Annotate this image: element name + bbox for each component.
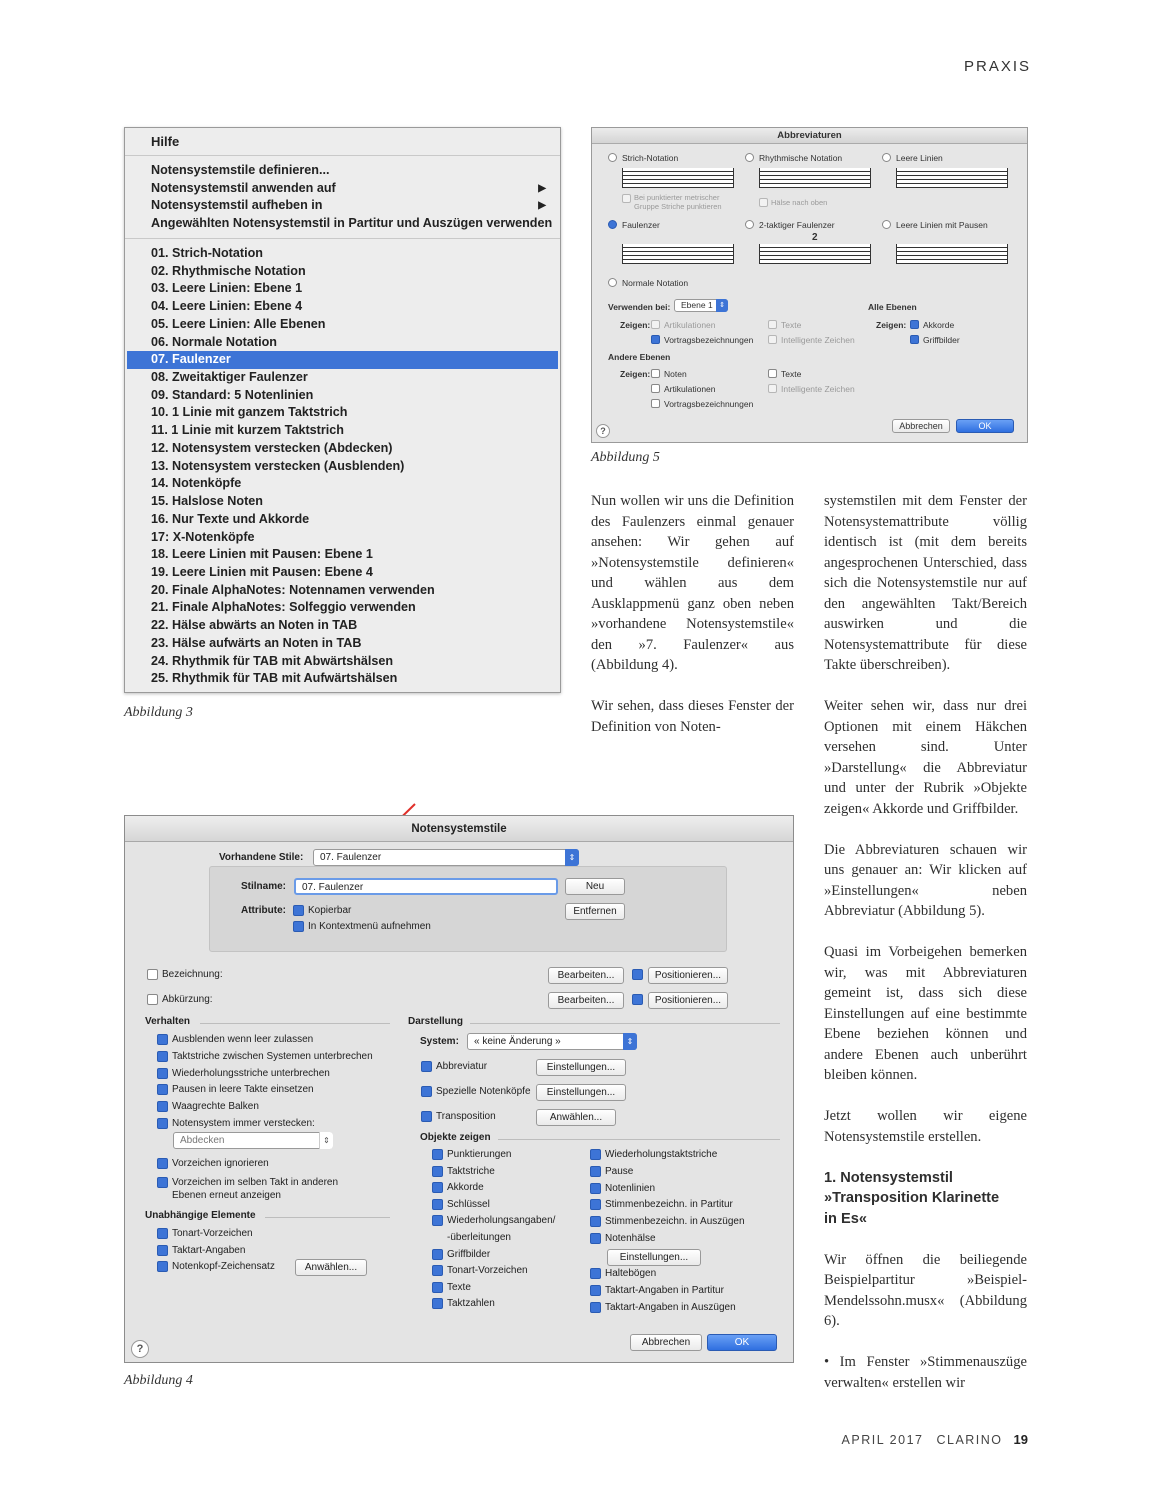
checkbox-texte-dim[interactable] [768,320,777,329]
checkbox-artikulationen-2[interactable] [651,384,660,393]
label-noten: Noten [664,369,687,379]
checkbox-abkuerzung[interactable] [147,994,158,1005]
checkbox[interactable] [432,1166,443,1177]
two-bar-number: 2 [812,232,818,243]
footer-magazine: CLARINO [936,1433,1003,1447]
staff-preview-leere-pausen [896,244,1008,264]
checkbox-label: Stimmenbezeichn. in Auszügen [605,1216,745,1228]
ok-button[interactable]: OK [707,1334,777,1351]
checkbox-noten[interactable] [651,369,660,378]
checkbox[interactable] [432,1199,443,1210]
label-griffbilder: Griffbilder [923,335,960,345]
label-haelse-oben: Hälse nach oben [771,198,828,207]
checkbox-label: Notensystem immer verstecken: [172,1118,315,1129]
menu-item-style[interactable]: 25. Rhythmik für TAB mit Aufwärtshälsen [151,671,398,686]
menu-item-style[interactable]: 21. Finale AlphaNotes: Solfeggio verwenden [151,600,416,615]
paragraph: Wir sehen, dass dieses Fenster der Definition von Noten- [591,698,794,735]
checkbox[interactable] [157,1084,168,1095]
divider [265,1217,390,1218]
paragraph: Die Abbreviaturen schauen wir uns genauer an: Wir klicken auf »Einstellungen« neben Abbreviatur (Abbildung 5). [824,841,1027,919]
section-darstellung: Darstellung [408,1016,464,1027]
label-vorzeichen-ign: Vorzeichen ignorieren [172,1158,269,1169]
submenu-arrow-icon: ▶ [538,182,546,194]
radio-2-taktig[interactable] [745,220,754,229]
caption-figure-3: Abbildung 3 [124,705,193,720]
dialog-title: Notensystemstile [125,816,793,842]
section-heading: 1. Notensystemstil »Transposition Klarinette in Es« [824,1169,1000,1227]
checkbox-label: Stimmenbezeichn. in Partitur [605,1199,733,1211]
system-select[interactable]: « keine Änderung » ⇕ [467,1033,637,1050]
checkbox-label: Pause [605,1165,634,1177]
menu-item-style[interactable]: 12. Notensystem verstecken (Abdecken) [151,440,393,455]
checkbox[interactable] [157,1101,168,1112]
checkbox[interactable] [590,1166,601,1177]
menu-item-style[interactable]: 03. Leere Linien: Ebene 1 [151,281,303,296]
cancel-button[interactable]: Abbrechen [892,419,950,433]
label-vorzeichen-1: Vorzeichen im selben Takt in anderen [172,1177,339,1188]
checkbox[interactable] [157,1068,168,1079]
checkbox-label: Haltebögen [605,1268,657,1279]
menu-item-style[interactable]: 16. Nur Texte und Akkorde [151,511,310,526]
checkbox-kontext[interactable] [293,921,304,932]
vorhandene-select[interactable]: 07. Faulenzer ⇕ [313,849,579,866]
menu-item-style[interactable]: 11. 1 Linie mit kurzem Taktstrich [151,423,344,438]
label-punktieren-2: Gruppe Striche punktieren [634,202,722,211]
checkbox-pos-1[interactable] [632,969,643,980]
staff-preview-strich [622,168,734,188]
checkbox[interactable] [157,1118,168,1129]
checkbox[interactable] [590,1268,601,1279]
bearbeiten-button-1[interactable]: Bearbeiten... [548,967,624,984]
checkbox[interactable] [590,1183,601,1194]
label-akkorde: Akkorde [923,320,955,330]
menu-item-style[interactable]: 14. Notenköpfe [151,476,242,491]
checkbox-griffbilder[interactable] [910,335,919,344]
divider [200,1023,390,1024]
ebene-select[interactable]: Ebene 1 ⇕ [674,299,728,312]
checkbox-abbreviatur[interactable] [421,1061,432,1072]
staff-preview-faulenzer [622,244,734,264]
checkbox-label: -überleitungen [447,1232,511,1243]
checkbox-pos-2[interactable] [632,994,643,1005]
checkbox[interactable] [432,1249,443,1260]
checkbox-transposition[interactable] [421,1111,432,1122]
checkbox-label: Tonart-Vorzeichen [447,1265,528,1277]
checkbox[interactable] [432,1149,443,1160]
section-verhalten: Verhalten [145,1016,191,1027]
staff-preview-leere [896,168,1008,188]
checkbox[interactable] [590,1216,601,1227]
checkbox-label: Taktzahlen [447,1298,495,1310]
label-andere-ebenen: Andere Ebenen [608,352,671,362]
stepper-icon: ⇕ [716,299,728,312]
label-kopierbar: Kopierbar [308,905,352,916]
label-rhythmisch: Rhythmische Notation [759,153,843,163]
ok-button[interactable]: OK [956,419,1014,433]
label-vorhandene: Vorhandene Stile: [219,852,304,863]
checkbox-label: Akkorde [447,1182,484,1194]
paragraph: Wir öffnen die beiliegende Beispielpartitur »Beispiel-Mendelssohn.musx« (Abbildung 6). [824,1251,1027,1329]
menu-item-style[interactable]: 04. Leere Linien: Ebene 4 [151,299,303,314]
label-vortrag-2: Vortragsbezeichnungen [664,399,754,409]
cancel-button[interactable]: Abbrechen [630,1334,702,1351]
caption-figure-5: Abbildung 5 [591,450,660,465]
menu-item-style[interactable]: 01. Strich-Notation [151,246,263,260]
paragraph: Quasi im Vorbeigehen bemerken wir, was mit Abbreviaturen gemeint ist, dass sich diese Einstellungen auf eine bestimmte Ebene beziehen können und andere Ebenen auch unberührt bleiben können. [824,944,1027,1083]
label-vorzeichen-2: Ebenen erneut anzeigen [172,1190,281,1201]
label-texte-dim: Texte [781,320,802,330]
radio-leere-linien[interactable] [882,153,891,162]
label-attribute: Attribute: [241,905,286,916]
checkbox-label: Wiederholungstaktstriche [605,1149,718,1160]
checkbox[interactable] [432,1215,443,1226]
checkbox-punktieren[interactable] [622,194,631,203]
label-artikulationen: Artikulationen [664,320,716,330]
paragraph: systemstilen mit dem Fenster der Notensystemattribute völlig identisch ist (mit dem bereits angesprochenen Unterschied, dass sich die Notensystemstile nur auf den angewählten Takt/Bereich auswirken und die Notensystemattribute für diese Takte überschreiben). [824,493,1027,673]
section-unabhaengige: Unabhängige Elemente [145,1210,256,1221]
paragraph: Weiter sehen wir, dass nur drei Optionen mit einem Häkchen versehen sind. Unter »Darstellung« die Abbreviatur und unter der Rubrik »Objekte zeigen« Akkorde und Griffbilder. [824,698,1027,817]
label-system: System: [420,1036,459,1047]
stepper-icon: ⇕ [319,1132,333,1149]
help-button[interactable]: ? [596,424,610,438]
checkbox-label: Griffbilder [447,1248,491,1260]
label-transposition: Transposition [436,1111,496,1122]
checkbox[interactable] [157,1034,168,1045]
label-2-taktig: 2-taktiger Faulenzer [759,220,835,230]
label-notenkopf: Notenkopf-Zeichensatz [172,1261,275,1272]
checkbox-label: Wiederholungsstriche unterbrechen [172,1067,330,1079]
paragraph: • Im Fenster »Stimmenauszüge verwalten« erstellen wir [824,1354,1027,1391]
menu-item-style[interactable]: 02. Rhythmische Notation [151,263,306,278]
menu-item-style[interactable]: 24. Rhythmik für TAB mit Abwärtshälsen [151,653,394,668]
staff-preview-2-taktig [759,244,871,264]
label-normal: Normale Notation [622,278,689,288]
menu-item-style[interactable]: 06. Normale Notation [151,334,277,349]
menu-item-style[interactable]: 15. Halslose Noten [151,494,263,509]
menu-item-style[interactable]: 07. Faulenzer [127,351,558,369]
menu-title[interactable]: Hilfe [151,134,180,149]
checkbox-haelse-oben[interactable] [759,198,768,207]
checkbox[interactable] [590,1302,601,1313]
divider [470,1023,780,1024]
paragraph: Nun wollen wir uns die Definition des Faulenzers einmal genauer ansehen: Wir gehen auf »Notensystemstile definieren« und wählen aus dem Ausklappmenü ganz oben neben »vorhandene Notensystemstile« den »7. Faulenzer« aus (Abbildung 4). [591,493,794,673]
checkbox-label: Ausblenden wenn leer zulassen [172,1034,314,1045]
checkbox-label: Notenlinien [605,1182,656,1194]
label-kontext: In Kontextmenü aufnehmen [308,921,431,932]
label-bezeichnung: Bezeichnung: [162,969,223,980]
help-button[interactable]: ? [131,1340,149,1358]
label-leere-linien: Leere Linien [896,153,943,163]
menu-item-style[interactable]: 23. Hälse aufwärts an Noten in TAB [151,635,362,650]
menu-item-use-selected[interactable]: Angewählten Notensystemstil in Partitur und Auszügen verwenden [151,216,553,231]
label-zeigen-andere: Zeigen: [620,369,651,379]
label-vortrag: Vortragsbezeichnungen [664,335,754,345]
checkbox-label: Punktierungen [447,1149,512,1160]
checkbox[interactable] [590,1233,601,1244]
checkbox-label: Taktart-Angaben in Partitur [605,1285,724,1296]
page-number: 19 [1013,1432,1028,1447]
stepper-icon: ⇕ [565,849,579,866]
label-alle-ebenen: Alle Ebenen [868,302,917,312]
checkbox-label: Notenhälse [605,1233,656,1244]
einstellungen-button-2[interactable]: Einstellungen... [536,1084,626,1101]
checkbox-artikulationen[interactable] [651,320,660,329]
anwaehlen-button-2[interactable]: Anwählen... [536,1109,616,1126]
caption-figure-4: Abbildung 4 [124,1373,193,1388]
checkbox-label: Taktart-Angaben in Auszügen [605,1302,736,1313]
section-objekte: Objekte zeigen [420,1132,491,1143]
checkbox-vorzeichen[interactable] [157,1177,168,1188]
checkbox-taktart[interactable] [157,1245,168,1256]
checkbox-label: Taktstriche zwischen Systemen unterbrechen [172,1050,373,1062]
menu-item-style[interactable]: 18. Leere Linien mit Pausen: Ebene 1 [151,547,373,562]
radio-strich[interactable] [608,153,617,162]
menu-item-style[interactable]: 19. Leere Linien mit Pausen: Ebene 4 [151,564,373,579]
text-column-2 [824,491,1027,1414]
label-zeigen-alle: Zeigen: [876,320,907,330]
text-column-1 [591,491,794,758]
checkbox[interactable] [432,1282,443,1293]
checkbox-intelligente[interactable] [768,335,777,344]
label-abbreviatur: Abbreviatur [436,1061,488,1072]
menu-separator [125,238,560,239]
stepper-icon: ⇕ [623,1033,637,1050]
stilname-input[interactable]: 07. Faulenzer [294,878,558,895]
label-leere-pausen: Leere Linien mit Pausen [896,220,988,230]
einstellungen-button-3[interactable]: Einstellungen... [607,1249,701,1266]
radio-rhythmisch[interactable] [745,153,754,162]
footer-issue: APRIL 2017 [841,1433,924,1447]
label-intelligente-2: Intelligente Zeichen [781,384,855,394]
einstellungen-button-1[interactable]: Einstellungen... [536,1059,626,1076]
checkbox-label: Texte [447,1281,471,1293]
checkbox[interactable] [590,1199,601,1210]
dialog-title: Abbreviaturen [592,128,1027,144]
checkbox-label: Pausen in leere Takte einsetzen [172,1084,314,1096]
label-strich: Strich-Notation [622,153,679,163]
bearbeiten-button-2[interactable]: Bearbeiten... [548,992,624,1009]
checkbox[interactable] [590,1149,601,1160]
checkbox-label: Taktstriche [447,1165,495,1177]
menu-item-style[interactable]: 13. Notensystem verstecken (Ausblenden) [151,458,405,473]
checkbox-label: Schlüssel [447,1198,490,1210]
menu-item-remove[interactable]: Notensystemstil aufheben in ▶ [151,197,560,215]
label-abkuerzung: Abkürzung: [162,994,213,1005]
label-texte: Texte [781,369,802,379]
checkbox-notenkopf[interactable] [157,1261,168,1272]
checkbox[interactable] [432,1265,443,1276]
figure-3-menu [124,127,561,693]
section-header: PRAXIS [964,58,1032,75]
radio-normal[interactable] [608,278,617,287]
label-intelligente: Intelligente Zeichen [781,335,855,345]
checkbox-tonart[interactable] [157,1228,168,1239]
abdecken-select[interactable]: Abdecken ⇕ [173,1132,333,1149]
label-artikulationen-2: Artikulationen [664,384,716,394]
radio-leere-pausen[interactable] [882,220,891,229]
checkbox[interactable] [432,1182,443,1193]
checkbox-vortrag-2[interactable] [651,399,660,408]
positionieren-button-1[interactable]: Positionieren... [648,967,728,984]
divider [498,1139,780,1140]
checkbox-spezielle[interactable] [421,1086,432,1097]
menu-item-style[interactable]: 20. Finale AlphaNotes: Notennamen verwenden [151,582,435,597]
checkbox[interactable] [432,1298,443,1309]
checkbox-akkorde[interactable] [910,320,919,329]
menu-item-style[interactable]: 17: X-Notenköpfe [151,529,255,544]
menu-item-style[interactable]: 10. 1 Linie mit ganzem Taktstrich [151,405,348,420]
checkbox[interactable] [157,1051,168,1062]
page-footer [842,1432,1028,1447]
figure-5-dialog [591,127,1028,443]
menu-separator [125,155,560,156]
checkbox[interactable] [590,1285,601,1296]
checkbox-texte[interactable] [768,369,777,378]
checkbox-bezeichnung[interactable] [147,969,158,980]
menu-item-style[interactable]: 09. Standard: 5 Notenlinien [151,387,314,402]
anwaehlen-button-1[interactable]: Anwählen... [295,1259,367,1276]
label-zeigen: Zeigen: [620,320,651,330]
paragraph: Jetzt wollen wir eigene Notensystemstile erstellen. [824,1108,1027,1145]
label-spezielle: Spezielle Notenköpfe [436,1086,531,1097]
menu-item-style[interactable]: 22. Hälse abwärts an Noten in TAB [151,618,358,633]
label-verwenden: Verwenden bei: [608,302,671,312]
radio-faulenzer[interactable] [608,220,617,229]
remove-button[interactable]: Entfernen [565,903,625,920]
checkbox-intelligente-2[interactable] [768,384,777,393]
menu-item-style[interactable]: 08. Zweitaktiger Faulenzer [151,370,308,385]
checkbox-vorzeichen-ign[interactable] [157,1158,168,1169]
submenu-arrow-icon: ▶ [538,200,546,212]
figure-4-dialog [124,815,794,1363]
label-punktieren: Bei punktierter metrischer [634,193,720,202]
label-taktart: Taktart-Angaben [172,1245,246,1256]
menu-item-apply[interactable]: Notensystemstil anwenden auf ▶ [151,180,560,198]
staff-preview-rhythmisch [759,168,871,188]
checkbox-label: Waagrechte Balken [172,1101,259,1113]
label-stilname: Stilname: [241,881,287,892]
menu-item-define[interactable]: Notensystemstile definieren... [151,163,330,177]
new-button[interactable]: Neu [565,878,625,895]
label-tonart: Tonart-Vorzeichen [172,1228,253,1239]
label-faulenzer: Faulenzer [622,220,660,230]
menu-item-style[interactable]: 05. Leere Linien: Alle Ebenen [151,316,326,331]
positionieren-button-2[interactable]: Positionieren... [648,992,728,1009]
checkbox-label: Wiederholungsangaben/ [447,1215,556,1227]
checkbox-kopierbar[interactable] [293,905,304,916]
checkbox-vortrag[interactable] [651,335,660,344]
